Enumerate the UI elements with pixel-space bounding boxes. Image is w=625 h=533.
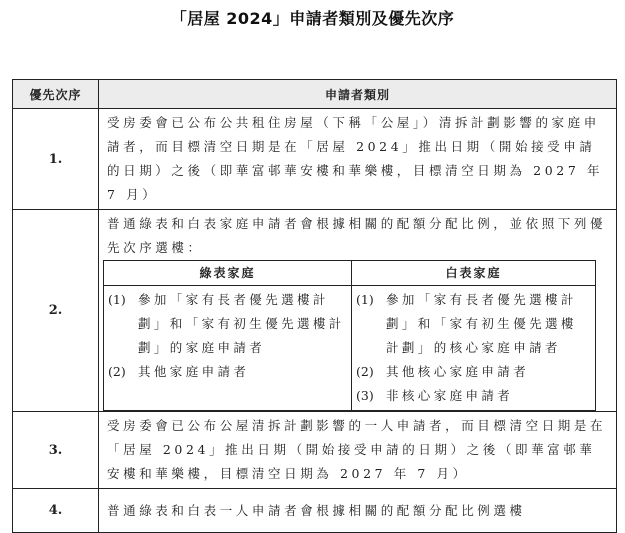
list-item: (2) 其他核心家庭申請者 — [356, 364, 530, 379]
row-number: 2. — [13, 210, 99, 412]
list-item: (2) 其他家庭申請者 — [108, 364, 250, 379]
table-row — [13, 412, 617, 489]
page-title: 「居屋 2024」申請者類別及優先次序 — [170, 9, 455, 28]
table-header-row — [13, 80, 617, 109]
applicant-subtable — [103, 260, 596, 411]
green-form-header: 綠表家庭 — [104, 261, 352, 286]
table-row — [13, 489, 617, 533]
green-form-list — [104, 286, 352, 411]
table-row — [13, 210, 617, 412]
row-number: 3. — [13, 412, 99, 489]
white-form-list — [352, 286, 596, 411]
header-category: 申請者類別 — [99, 80, 617, 109]
row-text: 受房委會已公布公屋清拆計劃影響的一人申請者，而目標清空日期是在「居屋 2024」推出日期（開始接受申請的日期）之後（即華富邨華安樓和華樂樓，目標清空日期為 2027 年 7 月） — [99, 412, 617, 489]
list-item: (1) 參加「家有長者優先選樓計劃」和「家有初生優先選樓計劃」的核心家庭申請者 — [356, 292, 577, 355]
table-row — [13, 109, 617, 210]
list-item: (1) 參加「家有長者優先選樓計劃」和「家有初生優先選樓計劃」的家庭申請者 — [108, 292, 345, 355]
white-form-header: 白表家庭 — [352, 261, 596, 286]
row-text: 受房委會已公布公共租住房屋（下稱「公屋」）清拆計劃影響的家庭申請者，而目標清空日期是在「居屋 2024」推出日期（開始接受申請的日期）之後（即華富邨華安樓和華樂樓，目標清空日期為 2027 年 7 月） — [99, 109, 617, 210]
row-number: 1. — [13, 109, 99, 210]
header-priority: 優先次序 — [13, 80, 99, 109]
list-item: (3) 非核心家庭申請者 — [356, 388, 514, 403]
row-text: 普通綠表和白表家庭申請者會根據相關的配額分配比例，並依照下列優先次序選樓： — [107, 216, 607, 255]
priority-table — [12, 79, 617, 533]
row-number: 4. — [13, 489, 99, 533]
row-text: 普通綠表和白表一人申請者會根據相關的配額分配比例選樓 — [99, 489, 617, 533]
